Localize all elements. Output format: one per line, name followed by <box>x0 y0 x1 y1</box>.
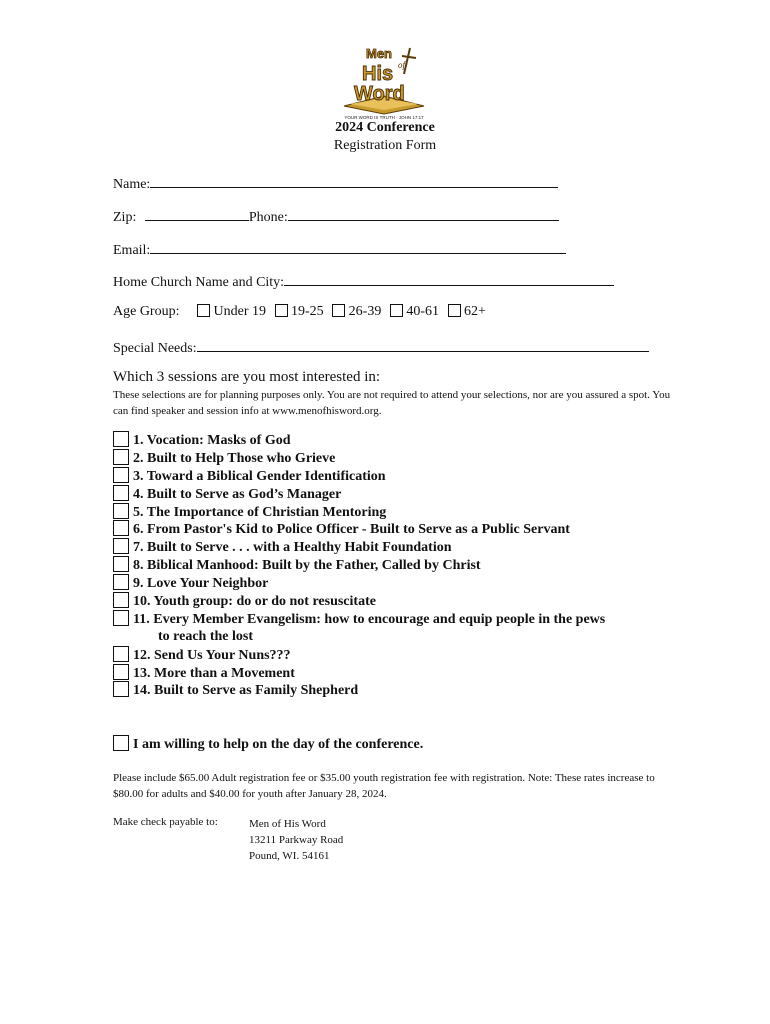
age-40-61-checkbox[interactable] <box>390 304 403 317</box>
age-under-19-label: Under 19 <box>213 304 266 319</box>
session-9-checkbox[interactable] <box>113 574 129 590</box>
email-row <box>113 239 566 259</box>
session-item <box>113 574 605 592</box>
church-field[interactable] <box>284 271 614 286</box>
age-group-label: Age Group: <box>113 304 180 319</box>
men-of-his-word-logo <box>336 44 432 120</box>
session-item <box>113 538 605 556</box>
session-6-checkbox[interactable] <box>113 520 129 536</box>
session-5-checkbox[interactable] <box>113 503 129 519</box>
session-item <box>113 520 605 538</box>
session-13-checkbox[interactable] <box>113 664 129 680</box>
logo-word-of: of <box>398 60 406 70</box>
session-2-checkbox[interactable] <box>113 449 129 465</box>
email-label: Email: <box>113 243 151 258</box>
session-11-continuation: to reach the lost <box>158 628 253 644</box>
volunteer-checkbox[interactable] <box>113 735 129 751</box>
age-62-plus-checkbox[interactable] <box>448 304 461 317</box>
session-1-checkbox[interactable] <box>113 431 129 447</box>
session-item <box>113 467 605 485</box>
age-19-25-label: 19-25 <box>291 304 324 319</box>
church-row <box>113 271 614 291</box>
email-field[interactable] <box>150 239 566 254</box>
form-title: 2024 Conference <box>335 120 435 135</box>
logo-tagline: YOUR WORD IS TRUTH · JOHN 17:17 <box>344 115 424 120</box>
session-label: 14. Built to Serve as Family Shepherd <box>133 683 359 699</box>
session-label: 9. Love Your Neighbor <box>133 576 269 592</box>
special-needs-field[interactable] <box>197 337 649 352</box>
session-8-checkbox[interactable] <box>113 556 129 572</box>
session-item <box>113 503 605 521</box>
session-label: 4. Built to Serve as God’s Manager <box>133 486 342 502</box>
session-item <box>113 449 605 467</box>
age-26-39-checkbox[interactable] <box>332 304 345 317</box>
payment-address <box>249 816 343 864</box>
payment-line: Men of His Word <box>249 818 326 830</box>
phone-label: Phone: <box>248 210 288 225</box>
age-26-39-label: 26-39 <box>348 304 382 319</box>
session-list <box>113 431 605 699</box>
session-label: 10. Youth group: do or do not resuscitate <box>133 594 376 610</box>
session-item <box>113 646 605 664</box>
session-item <box>113 485 605 503</box>
session-label: 1. Vocation: Masks of God <box>133 433 291 448</box>
name-label: Name: <box>113 177 151 192</box>
session-item <box>113 592 605 610</box>
church-label: Home Church Name and City: <box>113 275 285 290</box>
session-label: 11. Every Member Evangelism: how to encourage and equip people in the pews <box>133 611 606 627</box>
zip-phone-row <box>113 206 559 226</box>
session-12-checkbox[interactable] <box>113 646 129 662</box>
payment-line: Pound, WI. 54161 <box>249 850 330 862</box>
session-item <box>113 664 605 682</box>
zip-label: Zip: <box>113 210 137 225</box>
age-40-61-label: 40-61 <box>406 304 440 319</box>
payment-label: Make check payable to: <box>113 816 218 828</box>
special-needs-row <box>113 337 649 357</box>
session-label: 8. Biblical Manhood: Built by the Father, Called by Christ <box>133 558 481 574</box>
session-label: 7. Built to Serve . . . with a Healthy Habit Foundation <box>133 540 452 556</box>
session-label: 5. The Importance of Christian Mentoring <box>133 504 387 520</box>
name-field[interactable] <box>150 173 558 188</box>
logo-word-word: Word <box>354 83 405 105</box>
session-11-checkbox[interactable] <box>113 610 129 626</box>
session-3-checkbox[interactable] <box>113 467 129 483</box>
sessions-question: Which 3 sessions are you most interested in: <box>113 369 381 385</box>
age-19-25-checkbox[interactable] <box>275 304 288 317</box>
form-subtitle: Registration Form <box>333 138 437 153</box>
payment-line: 13211 Parkway Road <box>249 834 344 846</box>
session-4-checkbox[interactable] <box>113 485 129 501</box>
phone-field[interactable] <box>288 206 559 221</box>
zip-field[interactable] <box>145 206 249 221</box>
sessions-note: These selections are for planning purposes only. You are not required to attend your selections, nor are you assured a spot. You can find speaker and session info at www.menofhisword.org. <box>113 389 671 417</box>
session-label: 13. More than a Movement <box>133 665 295 681</box>
session-item <box>113 556 605 574</box>
volunteer-label: I am willing to help on the day of the conference. <box>133 737 424 752</box>
logo-word-his: His <box>362 63 394 85</box>
session-item <box>113 681 605 699</box>
session-14-checkbox[interactable] <box>113 681 129 697</box>
session-7-checkbox[interactable] <box>113 538 129 554</box>
session-label: 3. Toward a Biblical Gender Identification <box>133 468 386 484</box>
volunteer-row <box>113 735 423 753</box>
session-label: 12. Send Us Your Nuns??? <box>133 647 291 663</box>
name-row <box>113 173 558 193</box>
session-item <box>113 610 605 628</box>
age-group-row <box>113 304 491 320</box>
session-10-checkbox[interactable] <box>113 592 129 608</box>
logo-word-men: Men <box>366 46 392 61</box>
special-needs-label: Special Needs: <box>113 341 197 356</box>
session-label: 6. From Pastor's Kid to Police Officer - Built to Serve as a Public Servant <box>133 522 570 538</box>
session-item <box>113 431 605 449</box>
age-under-19-checkbox[interactable] <box>197 304 210 317</box>
fee-note: Please include $65.00 Adult registration fee or $35.00 youth registration fee with registration. Note: These rates increase to $80.00 for adults and $40.00 for youth after January 28, 2024. <box>113 772 655 800</box>
age-62-plus-label: 62+ <box>464 304 486 319</box>
session-label: 2. Built to Help Those who Grieve <box>133 450 336 466</box>
